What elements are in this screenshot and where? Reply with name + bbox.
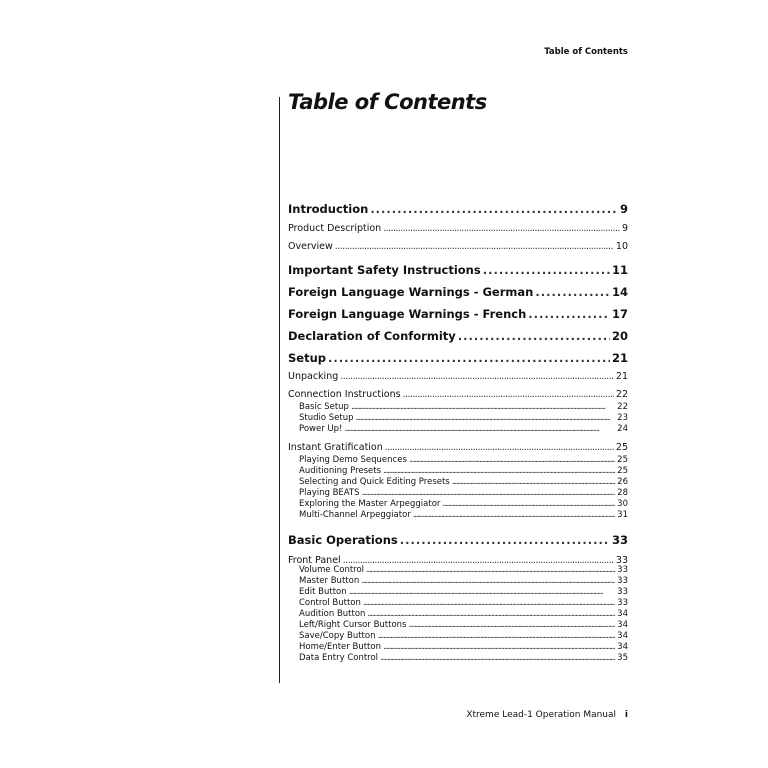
toc-entry-page: 22 [615,389,628,400]
toc-entry[interactable] [288,609,628,620]
dot-leader [377,631,615,642]
toc-entry-label: Audition Button [299,609,366,619]
dot-leader [528,306,610,322]
toc-entry-page: 22 [617,402,628,412]
dot-leader [383,222,620,235]
toc-entry[interactable] [288,441,628,454]
toc-entry[interactable] [288,532,628,548]
toc-entry-label: Setup [288,351,326,365]
toc-entry-page: 25 [617,455,628,465]
toc-entry-page: 31 [617,510,628,520]
page-number: i [624,710,628,720]
toc-entry-label: Data Entry Control [299,653,379,663]
toc-entry-label: Introduction [288,202,369,216]
toc-entry[interactable] [288,455,628,466]
dot-leader [408,620,615,631]
dot-leader [340,370,614,383]
dot-leader [452,477,615,488]
dot-leader [351,402,615,413]
toc-entry-page: 34 [617,631,628,641]
dot-leader [344,424,615,435]
toc-entry-page: 10 [615,241,628,252]
toc-entry[interactable] [288,413,628,424]
toc-entry[interactable] [288,370,628,383]
toc-entry-label: Unpacking [288,371,339,382]
toc-entry[interactable] [288,477,628,488]
toc-entry-label: Control Button [299,598,361,608]
toc-entry[interactable] [288,510,628,521]
toc-entry[interactable] [288,642,628,653]
toc-entry-page: 9 [619,202,628,216]
toc-entry-label: Basic Setup [299,402,349,412]
toc-entry[interactable] [288,576,628,587]
dot-leader [400,532,610,548]
toc-entry-label: Left/Right Cursor Buttons [299,620,407,630]
toc-entry-label: Foreign Language Warnings - German [288,285,534,299]
toc-entry-page: 33 [617,587,628,597]
running-head: Table of Contents [544,47,628,57]
dot-leader [335,240,614,253]
toc-entry[interactable] [288,488,628,499]
toc-entry-page: 23 [617,413,628,423]
page-title: Table of Contents [288,90,487,114]
dot-leader [383,466,615,477]
dot-leader [349,587,616,598]
toc-entry[interactable] [288,653,628,664]
toc-entry-label: Master Button [299,576,360,586]
toc-entry-page: 25 [615,442,628,453]
toc-entry[interactable] [288,222,628,235]
toc-entry-label: Selecting and Quick Editing Presets [299,477,450,487]
dot-leader [458,328,610,344]
toc-entry-label: Playing BEATS [299,488,360,498]
toc-entry[interactable] [288,388,628,401]
dot-leader [409,455,615,466]
toc-entry[interactable] [288,587,628,598]
toc-entry-label: Power Up! [299,424,343,434]
toc-entry-page: 34 [617,620,628,630]
toc-entry-label: Basic Operations [288,533,398,547]
toc-entry[interactable] [288,631,628,642]
dot-leader [403,388,614,401]
toc-entry-label: Studio Setup [299,413,354,423]
toc-entry-page: 35 [617,653,628,663]
dot-leader [413,510,615,521]
dot-leader [483,262,610,278]
toc-entry-label: Playing Demo Sequences [299,455,407,465]
page-footer [466,710,628,720]
dot-leader [370,201,618,217]
toc-entry-label: Connection Instructions [288,389,401,400]
toc-entry-page: 20 [611,329,628,343]
toc-entry-page: 34 [617,642,628,652]
toc-entry-label: Volume Control [299,565,365,575]
toc-entry-page: 14 [611,285,628,299]
dot-leader [535,284,610,300]
toc-entry-label: Edit Button [299,587,347,597]
toc-entry-page: 24 [617,424,628,434]
toc-entry[interactable] [288,240,628,253]
toc-entry[interactable] [288,466,628,477]
toc-entry-page: 33 [617,576,628,586]
dot-leader [362,488,616,499]
toc-entry-page: 9 [621,223,628,234]
toc-entry-page: 25 [617,466,628,476]
toc-entry-page: 26 [617,477,628,487]
toc-entry-page: 33 [615,555,628,566]
toc-entry-label: Important Safety Instructions [288,263,481,277]
toc-entry-label: Save/Copy Button [299,631,376,641]
toc-entry[interactable] [288,262,628,278]
toc-entry[interactable] [288,565,628,576]
toc-entry-label: Declaration of Conformity [288,329,456,343]
toc-entry-page: 21 [611,351,628,365]
toc-entry-page: 34 [617,609,628,619]
toc-entry[interactable] [288,328,628,344]
toc-entry[interactable] [288,350,628,366]
toc-entry-page: 11 [611,263,628,277]
toc-entry-label: Foreign Language Warnings - French [288,307,527,321]
toc-entry-label: Exploring the Master Arpeggiator [299,499,441,509]
dot-leader [380,653,615,664]
dot-leader [366,565,615,576]
dot-leader [367,609,615,620]
dot-leader [385,441,614,454]
toc-entry[interactable] [288,402,628,413]
toc-entry-label: Home/Enter Button [299,642,381,652]
toc-entry-page: 33 [611,533,628,547]
toc-entry-label: Instant Gratification [288,442,383,453]
dot-leader [328,350,610,366]
dot-leader [356,413,616,424]
toc-entry[interactable] [288,201,628,217]
toc-entry-label: Multi-Channel Arpeggiator [299,510,411,520]
toc-entry-page: 33 [617,565,628,575]
toc-entry[interactable] [288,499,628,510]
dot-leader [363,598,615,609]
dot-leader [361,576,615,587]
toc-entry[interactable] [288,424,628,435]
toc-entry[interactable] [288,306,628,322]
toc-entry-label: Product Description [288,223,382,234]
toc-entry-label: Auditioning Presets [299,466,382,476]
toc-entry[interactable] [288,284,628,300]
margin-rule [279,97,280,683]
toc-entry[interactable] [288,620,628,631]
toc-entry-page: 33 [617,598,628,608]
manual-title: Xtreme Lead-1 Operation Manual [466,710,617,720]
toc-entry-label: Overview [288,241,333,252]
dot-leader [383,642,615,653]
toc-entry-page: 21 [615,371,628,382]
toc-entry-page: 28 [617,488,628,498]
dot-leader [442,499,615,510]
toc-entry-label: Front Panel [288,555,341,566]
toc-entry-page: 30 [617,499,628,509]
toc-entry[interactable] [288,598,628,609]
toc-entry-page: 17 [611,307,628,321]
